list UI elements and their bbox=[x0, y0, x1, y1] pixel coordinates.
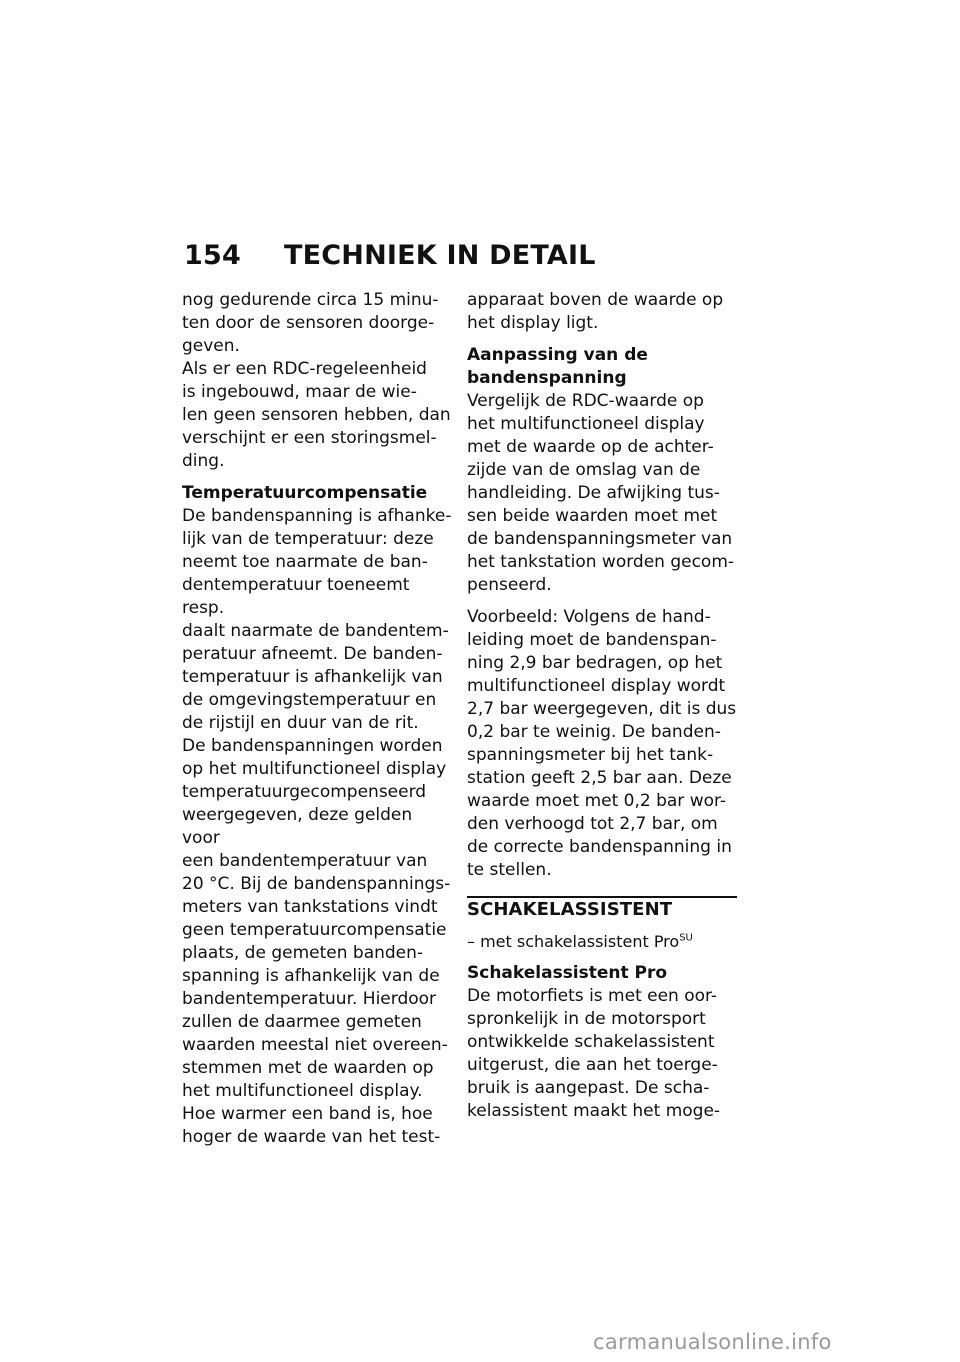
text-line: zullen de daarmee gemeten bbox=[182, 1012, 422, 1032]
text-line: daalt naarmate de bandentem- bbox=[182, 621, 449, 641]
text-line: het multifunctioneel display bbox=[467, 414, 705, 434]
heading-temperature-compensation: Temperatuurcompensatie bbox=[182, 483, 428, 503]
paragraph-continuation bbox=[467, 289, 737, 335]
text-line: op het multifunctioneel display bbox=[182, 759, 447, 779]
text-line: verschijnt er een storingsmel- bbox=[182, 428, 437, 448]
paragraph-display-values bbox=[182, 735, 454, 1149]
text-line: de omgevingstemperatuur en bbox=[182, 690, 437, 710]
text-line: 0,2 bar te weinig. De banden- bbox=[467, 722, 721, 742]
text-line: geven. bbox=[182, 336, 240, 356]
text-line: een bandentemperatuur van bbox=[182, 851, 428, 871]
text-line: ding. bbox=[182, 451, 225, 471]
page-header bbox=[184, 240, 744, 280]
right-column bbox=[467, 289, 737, 1123]
text-line: den verhoogd tot 2,7 bar, om bbox=[467, 814, 718, 834]
paragraph-rdc bbox=[182, 358, 454, 473]
text-line: het tankstation worden gecom- bbox=[467, 552, 735, 572]
watermark: carmanualsonline.info bbox=[593, 1330, 832, 1354]
text-line: spronkelijk in de motorsport bbox=[467, 1009, 706, 1029]
text-line: het multifunctioneel display. bbox=[182, 1081, 423, 1101]
text-line: neemt toe naarmate de ban- bbox=[182, 552, 428, 572]
text-line: spanningsmeter bij het tank- bbox=[467, 745, 714, 765]
text-line: waarden meestal niet overeen- bbox=[182, 1035, 448, 1055]
text-line: bandentemperatuur. Hierdoor bbox=[182, 989, 437, 1009]
section-title-shift-assistant: SCHAKELASSISTENT bbox=[467, 899, 673, 920]
text-line: Voorbeeld: Volgens de hand- bbox=[467, 607, 711, 627]
text-line: 20 °C. Bij de bandenspannings- bbox=[182, 874, 451, 894]
heading-adjust-pressure bbox=[467, 344, 737, 390]
paragraph-shift-assistant bbox=[467, 985, 737, 1123]
text-line: de rijstijl en duur van de rit. bbox=[182, 713, 419, 733]
text-line: sen beide waarden moet met bbox=[467, 506, 718, 526]
heading-shift-assistant-pro: Schakelassistent Pro bbox=[467, 963, 668, 983]
text-line: leiding moet de bandenspan- bbox=[467, 630, 717, 650]
text-line: len geen sensoren hebben, dan bbox=[182, 405, 451, 425]
text-line: is ingebouwd, maar de wie- bbox=[182, 382, 417, 402]
paragraph-compare bbox=[467, 390, 737, 597]
paragraph-temperature bbox=[182, 505, 454, 735]
text-line: met de waarde op de achter- bbox=[467, 437, 714, 457]
text-line: ten door de sensoren doorge- bbox=[182, 313, 435, 333]
text-line: het display ligt. bbox=[467, 313, 599, 333]
paragraph-example bbox=[467, 606, 737, 882]
text-line: De bandenspanning is afhanke- bbox=[182, 506, 452, 526]
text-line: spanning is afhankelijk van de bbox=[182, 966, 440, 986]
text-line: 2,7 bar weergegeven, dit is dus bbox=[467, 699, 737, 719]
heading-line: bandenspanning bbox=[467, 368, 627, 388]
text-line: de bandenspanningsmeter van bbox=[467, 529, 733, 549]
text-line: weergegeven, deze gelden voor bbox=[182, 805, 413, 848]
text-line: dentemperatuur toeneemt resp. bbox=[182, 575, 410, 618]
text-line: stemmen met de waarden op bbox=[182, 1058, 434, 1078]
text-line: Als er een RDC-regeleenheid bbox=[182, 359, 427, 379]
equipment-note bbox=[467, 930, 737, 953]
text-line: ontwikkelde schakelassistent bbox=[467, 1032, 715, 1052]
text-line: bruik is aangepast. De scha- bbox=[467, 1078, 710, 1098]
text-line: kelassistent maakt het moge- bbox=[467, 1101, 721, 1121]
text-line: penseerd. bbox=[467, 575, 552, 595]
text-line: geen temperatuurcompensatie bbox=[182, 920, 447, 940]
text-line: multifunctioneel display wordt bbox=[467, 676, 726, 696]
text-line: Vergelijk de RDC-waarde op bbox=[467, 391, 704, 411]
text-line: zijde van de omslag van de bbox=[467, 460, 701, 480]
text-line: temperatuur is afhankelijk van bbox=[182, 667, 443, 687]
text-line: De bandenspanningen worden bbox=[182, 736, 443, 756]
text-line: station geeft 2,5 bar aan. Deze bbox=[467, 768, 732, 788]
text-line: apparaat boven de waarde op bbox=[467, 290, 724, 310]
text-line: uitgerust, die aan het toerge- bbox=[467, 1055, 718, 1075]
chapter-title: TECHNIEK IN DETAIL bbox=[284, 240, 596, 271]
left-column bbox=[182, 289, 454, 1149]
text-line: temperatuurgecompenseerd bbox=[182, 782, 427, 802]
text-line: Hoe warmer een band is, hoe bbox=[182, 1104, 433, 1124]
text-line: hoger de waarde van het test- bbox=[182, 1127, 441, 1147]
text-line: ning 2,9 bar bedragen, op het bbox=[467, 653, 723, 673]
text-line: nog gedurende circa 15 minu- bbox=[182, 290, 439, 310]
text-line: handleiding. De afwijking tus- bbox=[467, 483, 720, 503]
text-line: peratuur afneemt. De banden- bbox=[182, 644, 443, 664]
heading-line: Aanpassing van de bbox=[467, 345, 648, 365]
paragraph-intro bbox=[182, 289, 454, 358]
text-line: de correcte bandenspanning in bbox=[467, 837, 732, 857]
text-line: plaats, de gemeten banden- bbox=[182, 943, 424, 963]
page-number: 154 bbox=[184, 240, 241, 271]
text-line: meters van tankstations vindt bbox=[182, 897, 438, 917]
equipment-code: SU bbox=[679, 932, 693, 944]
equipment-note-text: – met schakelassistent Pro bbox=[467, 932, 680, 951]
text-line: lijk van de temperatuur: deze bbox=[182, 529, 434, 549]
text-line: De motorfiets is met een oor- bbox=[467, 986, 718, 1006]
text-line: te stellen. bbox=[467, 860, 552, 880]
text-line: waarde moet met 0,2 bar wor- bbox=[467, 791, 727, 811]
